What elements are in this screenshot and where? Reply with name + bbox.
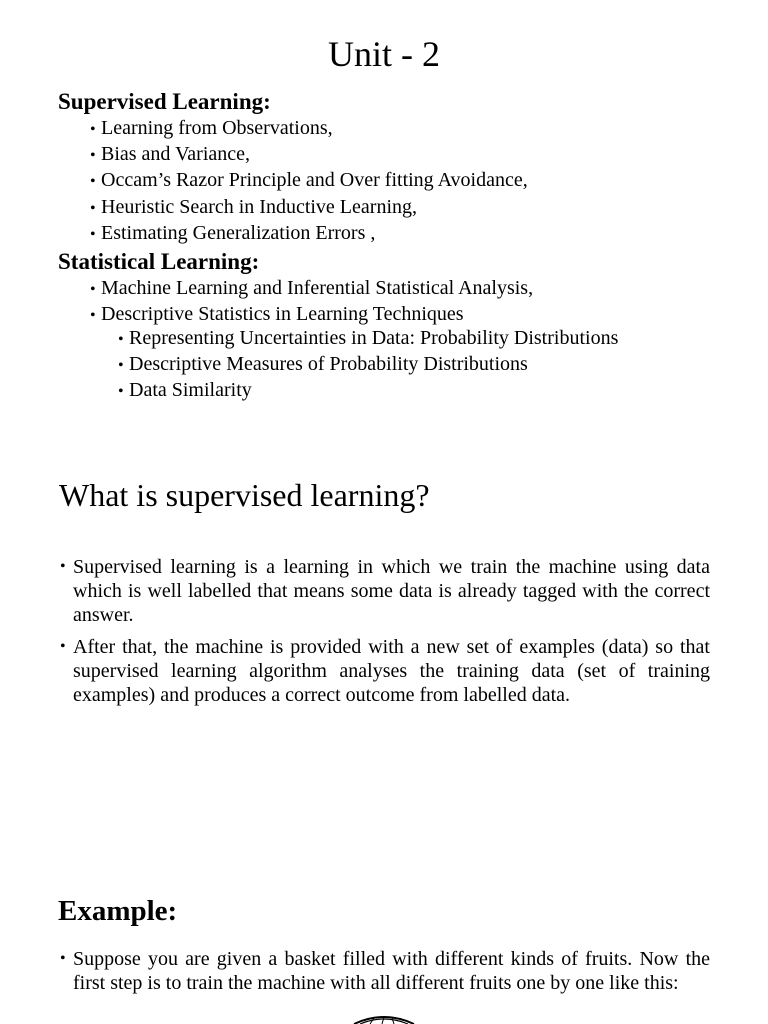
statistical-learning-topics (90, 276, 533, 328)
list-item: • Machine Learning and Inferential Statistical Analysis, (90, 276, 533, 302)
bullet: • (60, 638, 66, 655)
list-item: • After that, the machine is provided with a new set of examples (data) so that supervised learning algorithm analyses the training data (set of training examples) and produces a correct outcome from labelled data. (60, 636, 710, 706)
unit-title: Unit - 2 (328, 34, 440, 74)
list-item: • Heuristic Search in Inductive Learning, (90, 195, 528, 221)
bullet: • (118, 331, 124, 348)
list-item: • Estimating Generalization Errors , (90, 221, 528, 247)
list-item: • Learning from Observations, (90, 116, 528, 142)
fruit-basket-illustration (352, 1012, 416, 1024)
bullet: • (90, 307, 96, 325)
bullet: • (90, 199, 96, 217)
statistical-learning-heading: Statistical Learning: (58, 249, 260, 274)
statistical-learning-subtopics (118, 326, 618, 405)
list-item: • Descriptive Statistics in Learning Techniques (90, 302, 533, 328)
bullet: • (90, 281, 96, 298)
list-item: • Supervised learning is a learning in which we train the machine using data which is well labelled that means some data is already tagged with the correct answer. (60, 556, 710, 626)
bullet: • (60, 950, 66, 967)
what-is-supervised-learning-title: What is supervised learning? (59, 477, 430, 513)
list-item: • Representing Uncertainties in Data: Probability Distributions (118, 326, 618, 352)
bullet: • (60, 558, 66, 575)
bullet: • (118, 357, 124, 375)
list-item: • Suppose you are given a basket filled with different kinds of fruits. Now the first step is to train the machine with all different fruits one by one like this: (60, 948, 710, 994)
list-item: • Bias and Variance, (90, 142, 528, 168)
bullet: • (90, 225, 96, 243)
list-item: • Data Similarity (118, 378, 618, 404)
supervised-learning-heading: Supervised Learning: (58, 89, 271, 114)
bullet: • (90, 121, 96, 138)
example-heading: Example: (58, 895, 178, 927)
definition-paragraphs (60, 555, 710, 707)
list-item: • Occam’s Razor Principle and Over fitting Avoidance, (90, 168, 528, 194)
list-item: • Descriptive Measures of Probability Distributions (118, 352, 618, 378)
example-paragraphs (60, 947, 710, 995)
bullet: • (90, 147, 96, 165)
bullet: • (90, 173, 96, 191)
bullet: • (118, 383, 124, 401)
supervised-learning-topics (90, 116, 528, 247)
